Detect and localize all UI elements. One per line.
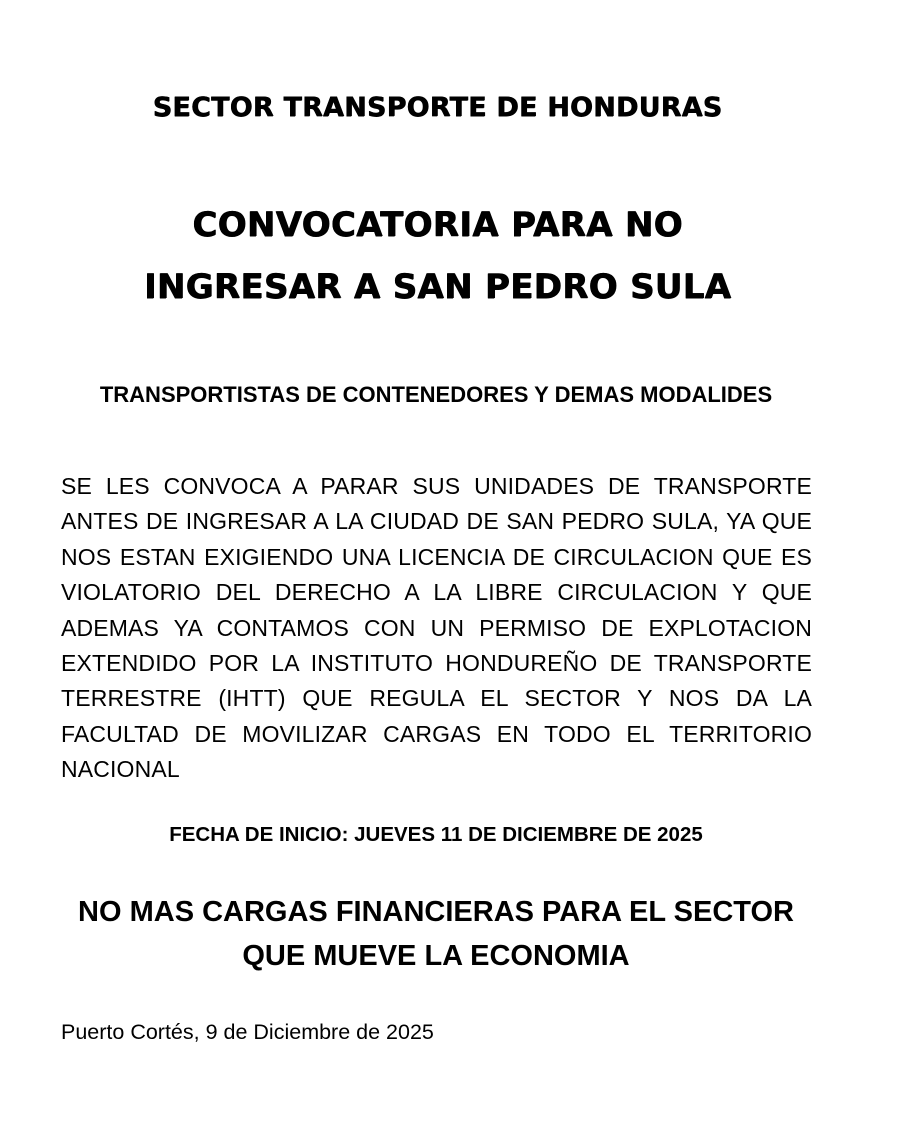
sector-title: SECTOR TRANSPORTE DE HONDURAS: [152, 92, 723, 123]
place-date: Puerto Cortés, 9 de Diciembre de 2025: [61, 1020, 434, 1044]
main-title-line-2: INGRESAR A SAN PEDRO SULA: [143, 267, 732, 307]
subtitle: TRANSPORTISTAS DE CONTENEDORES Y DEMAS MODALIDES: [99, 382, 773, 407]
slogan: [0, 890, 872, 978]
body-paragraph: SE LES CONVOCA A PARAR SUS UNIDADES DE TRANSPORTE ANTES DE INGRESAR A LA CIUDAD DE SAN PEDRO SULA, YA QUE NOS ESTAN EXIGIENDO UNA LICENCIA DE CIRCULACION QUE ES VIOLATORIO DEL DERECHO A LA LIBRE CIRCULACION Y QUE ADEMAS YA CONTAMOS CON UN PERMISO DE EXPLOTACION EXTENDIDO POR LA INSTITUTO HONDUREÑO DE TRANSPORTE TERRESTRE (IHTT) QUE REGULA EL SECTOR Y NOS DA LA FACULTAD DE MOVILIZAR CARGAS EN TODO EL TERRITORIO NACIONAL: [61, 473, 812, 783]
slogan-line-2: QUE MUEVE LA ECONOMIA: [242, 940, 630, 972]
main-title: [0, 194, 875, 318]
start-date: FECHA DE INICIO: JUEVES 11 DE DICIEMBRE DE 2025: [169, 823, 703, 846]
main-title-line-1: CONVOCATORIA PARA NO: [192, 205, 683, 245]
slogan-line-1: NO MAS CARGAS FINANCIERAS PARA EL SECTOR: [78, 896, 794, 928]
